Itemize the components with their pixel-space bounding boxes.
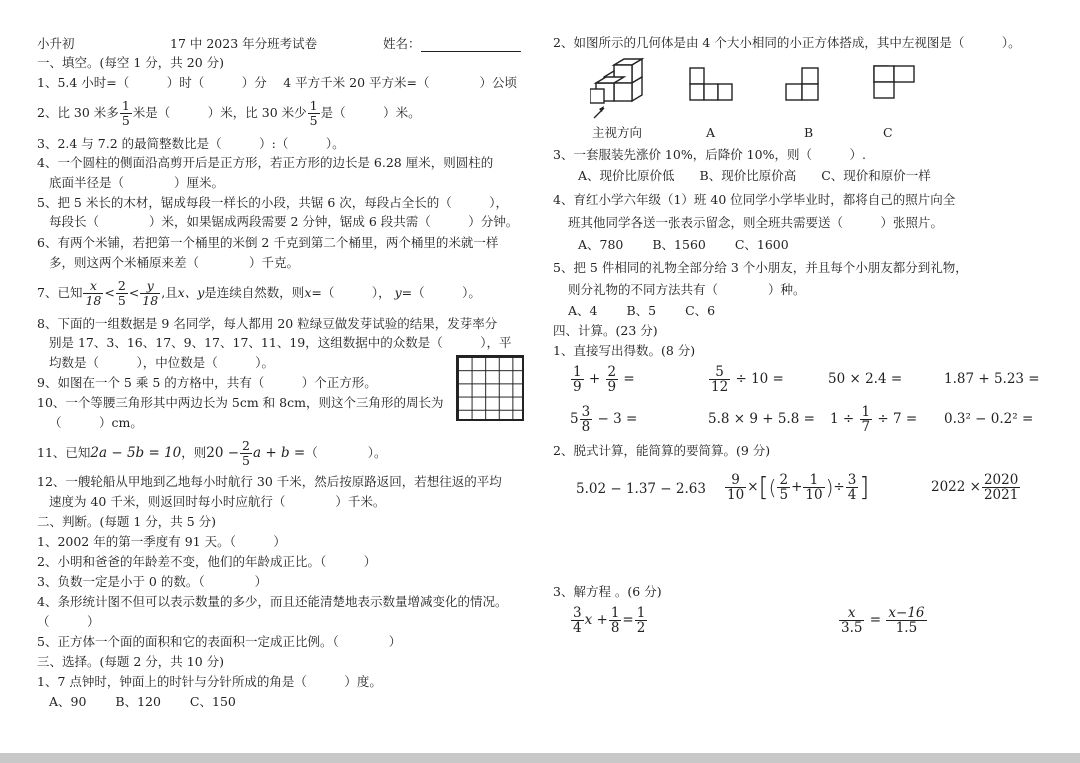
label-c: C — [883, 125, 893, 140]
fraction: $\frac{3}{8}$ — [581, 404, 591, 435]
q1-12a: 12、一艘轮船从甲地到乙地每小时航行 30 千米，然后按原路返回，若想往返的平均 — [37, 474, 502, 489]
q2-1: 1、2002 年的第一季度有 91 天。（ ） — [37, 534, 286, 549]
q1-6b: 多，则这两个米桶原来差（ ）千克。 — [49, 255, 300, 270]
expr-3: 2022 × $\frac{2020}{2021}$ — [931, 472, 1019, 503]
fraction: $\frac{2}{5}$ — [779, 472, 789, 503]
calc-4: 1.87 + 5.23 = — [944, 371, 1040, 387]
q3-5-options: A、4 B、5 C、6 — [568, 303, 716, 318]
calc-6: 5.8 × 9 + 5.8 = — [708, 411, 815, 427]
q1-8c: 均数是（ ），中位数是（ ）。 — [49, 355, 275, 370]
q1-10a: 10、一个等腰三角形其中两边长为 5cm 和 8cm，则这个三角形的周长为 — [37, 395, 444, 410]
q1-5b: 每段长（ ）米，如果锯成两段需要 2 分钟，锯成 6 段共需（ ）分钟。 — [49, 214, 519, 229]
fraction: $\frac{9}{10}$ — [727, 472, 745, 503]
cube-figures — [590, 56, 890, 120]
figure-caption: 主视方向 — [592, 125, 643, 140]
q2-4a: 4、条形统计图不但可以表示数量的多少，而且还能清楚地表示数量增减变化的情况。 — [37, 594, 508, 609]
label-a: A — [706, 125, 716, 140]
q3-3-options: A、现价比原价低 B、现价比原价高 C、现价和原价一样 — [578, 168, 931, 183]
calc-2: $\frac{5}{12}$ ÷ 10 = — [711, 364, 784, 395]
fraction: $\frac{1}{10}$ — [805, 472, 823, 503]
q1-1: 1、5.4 小时=（ ）时（ ）分 4 平方千米 20 平方米=（ ）公顷 — [37, 75, 518, 90]
fraction: $\frac{1}{5}$ — [121, 98, 130, 128]
q1-11: 11、已知2a − 5b = 10，则20 − $\frac{2}{5}$ a + b =（ ）。 — [37, 438, 387, 468]
fraction: $\frac{3}{4}$ — [573, 605, 582, 636]
q1-8a: 8、下面的一组数据是 9 名同学，每人都用 20 粒绿豆做发芽试验的结果，发芽率分 — [37, 316, 498, 331]
fraction: $\frac{1}{5}$ — [309, 98, 318, 128]
calc-8: 0.3² − 0.2² = — [944, 411, 1034, 427]
cube-solid — [590, 59, 642, 103]
fraction: $\frac{2}{5}$ — [242, 438, 250, 468]
fraction: $\frac{x}{18}$ — [85, 278, 102, 308]
q3-2: 2、如图所示的几何体是由 4 个大小相同的小正方体搭成，其中左视图是（ ）。 — [553, 35, 1021, 50]
calc-part-2-title: 2、脱式计算，能简算的要简算。(9 分) — [553, 443, 771, 458]
view-option-a — [690, 68, 732, 100]
q1-7: 7、已知 $\frac{x}{18}$ < $\frac{2}{5}$ < $\frac{y}{18}$ ,且x、y是连续自然数，则x=（ ）， y=（ ）。 — [37, 278, 481, 308]
section-1-title: 一、填空。(每空 1 分，共 20 分) — [37, 55, 225, 70]
q2-4b: （ ） — [37, 614, 100, 629]
fraction: $\frac{1}{7}$ — [861, 404, 871, 435]
calc-3: 50 × 2.4 = — [828, 371, 903, 387]
q1-4b: 底面半径是（ ）厘米。 — [49, 175, 225, 190]
equation-1: $\frac{3}{4}$ x + $\frac{1}{8}$ = $\frac{1}{2}$ — [573, 605, 646, 636]
q1-2: 2、比 30 米多 $\frac{1}{5}$ 米是（ ）米，比 30 米少 $\frac{1}{5}$ 是（ ）米。 — [37, 98, 421, 128]
q3-3: 3、一套服装先涨价 10%，后降价 10%，则（ ）. — [553, 147, 866, 162]
five-by-five-grid — [456, 355, 524, 421]
q3-5b: 则分礼物的不同方法共有（ ）种。 — [568, 282, 806, 297]
header-left: 小升初 — [37, 36, 75, 51]
view-option-b — [786, 68, 818, 100]
q3-4-options: A、780 B、1560 C、1600 — [578, 237, 789, 252]
q1-6a: 6、有两个米铺，若把第一个桶里的米倒 2 千克到第二个桶里，两个桶里的米就一样 — [37, 235, 499, 250]
q3-4a: 4、育红小学六年级（1）班 40 位同学小学毕业时，都将自己的照片向全 — [553, 192, 956, 207]
q1-4a: 4、一个圆柱的侧面沿高剪开后是正方形，若正方形的边长是 6.28 厘米，则圆柱的 — [37, 155, 494, 170]
expr-1: 5.02 − 1.37 − 2.63 — [576, 481, 706, 497]
name-field[interactable] — [421, 39, 521, 52]
label-b: B — [804, 125, 814, 140]
fraction: $\frac{1}{2}$ — [636, 605, 646, 636]
calc-7: 1 ÷ $\frac{1}{7}$ ÷ 7 = — [830, 404, 918, 435]
fraction: $\frac{5}{12}$ — [711, 364, 729, 395]
fraction: $\frac{2}{9}$ — [607, 364, 617, 395]
q1-5a: 5、把 5 米长的木材，锯成每段一样长的小段，共锯 6 次，每段占全长的（ ）， — [37, 195, 509, 210]
section-3-title: 三、选择。(每题 2 分，共 10 分) — [37, 654, 225, 669]
fraction: $\frac{1}{9}$ — [573, 364, 582, 395]
q3-5a: 5、把 5 件相同的礼物全部分给 3 个小朋友，并且每个小朋友都分到礼物， — [553, 260, 968, 275]
equation-2: $\frac{x}{3.5}$ = $\frac{x-16}{1.5}$ — [841, 605, 925, 636]
q2-5: 5、正方体一个面的面积和它的表面积一定成正比例。（ ） — [37, 634, 402, 649]
q1-9: 9、如图在一个 5 乘 5 的方格中，共有（ ）个正方形。 — [37, 375, 377, 390]
name-label: 姓名： — [383, 36, 521, 52]
section-2-title: 二、判断。(每题 1 分，共 5 分) — [37, 514, 217, 529]
q3-1: 1、7 点钟时，钟面上的时针与分针所成的角是（ ）度。 — [37, 674, 382, 689]
fraction: $\frac{y}{18}$ — [142, 278, 159, 308]
q3-4b: 班其他同学各送一张表示留念，则全班共需要送（ ）张照片。 — [568, 215, 944, 230]
q1-12b: 速度为 40 千米，则返回时每小时应航行（ ）千米。 — [49, 494, 386, 509]
calc-5: 5 $\frac{3}{8}$ − 3 = — [570, 404, 638, 435]
page-title: 17 中 2023 年分班考试卷 — [170, 36, 318, 51]
q1-3: 3、2.4 与 7.2 的最简整数比是（ ）:（ ）。 — [37, 136, 345, 151]
expr-2: $\frac{9}{10}$ ×[( $\frac{2}{5}$ + $\frac{1}{10}$ )÷ $\frac{3}{4}$ ] — [727, 472, 870, 503]
q2-2: 2、小明和爸爸的年龄差不变，他们的年龄成正比。（ ） — [37, 554, 377, 569]
q2-3: 3、负数一定是小于 0 的数。（ ） — [37, 574, 268, 589]
q1-8b: 别是 17、3、16、17、9、17、17、11、19，这组数据中的众数是（ ），平 — [49, 335, 512, 350]
q3-1-options: A、90 B、120 C、150 — [49, 694, 236, 709]
fraction: $\frac{1}{8}$ — [610, 605, 620, 636]
view-option-c-shape — [873, 64, 915, 100]
calc-1: $\frac{1}{9}$ + $\frac{2}{9}$ = — [573, 364, 635, 395]
fraction: $\frac{x}{3.5}$ — [841, 605, 863, 636]
section-4-title: 四、计算。(23 分) — [553, 323, 658, 338]
fraction: $\frac{2}{5}$ — [117, 278, 126, 308]
q1-10b: （ ）cm。 — [49, 415, 143, 430]
calc-part-1-title: 1、直接写出得数。(8 分) — [553, 343, 696, 358]
calc-part-3-title: 3、解方程 。(6 分) — [553, 584, 662, 599]
fraction: $\frac{3}{4}$ — [847, 472, 857, 503]
bottom-bar — [0, 753, 1080, 763]
fraction: $\frac{x-16}{1.5}$ — [888, 605, 925, 636]
fraction: $\frac{2020}{2021}$ — [983, 472, 1019, 503]
